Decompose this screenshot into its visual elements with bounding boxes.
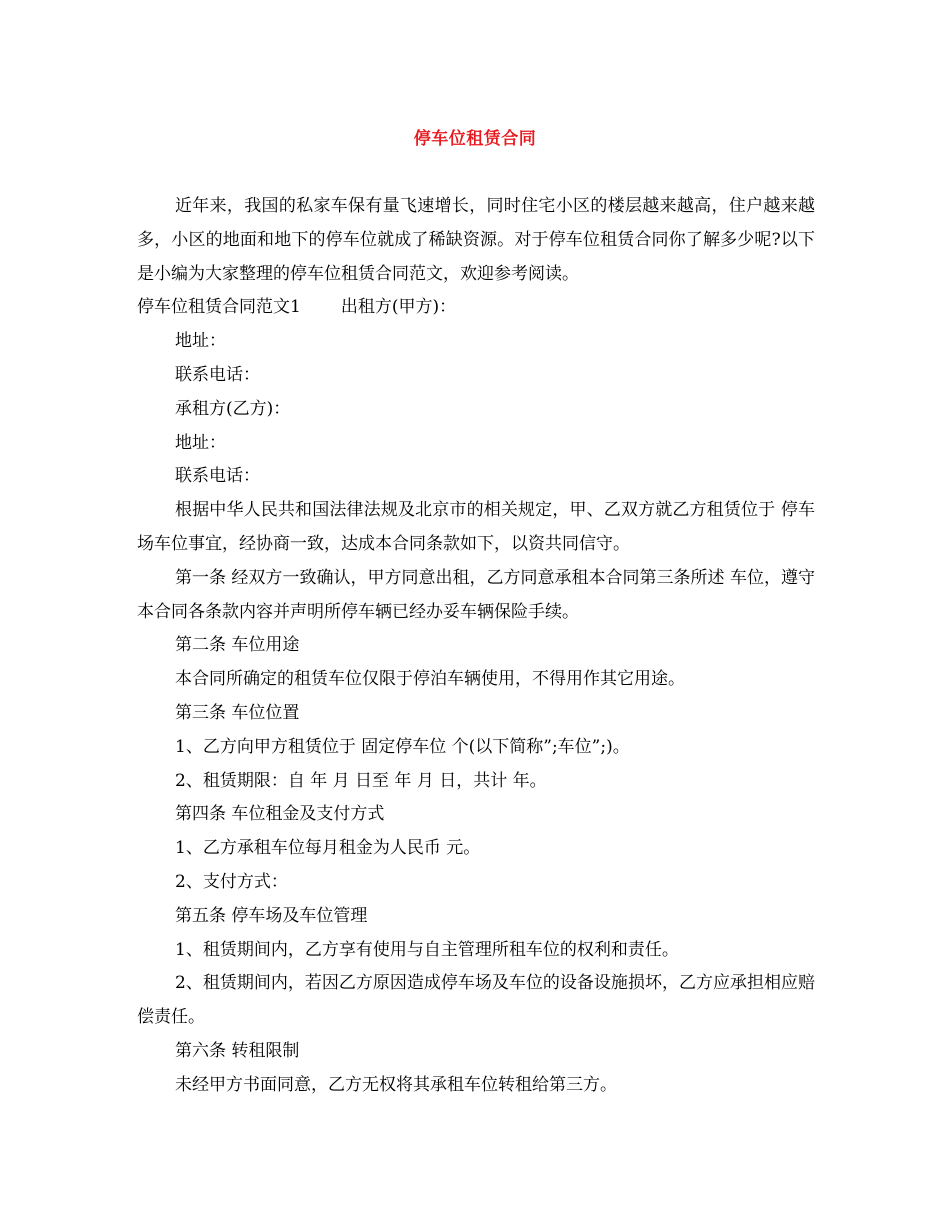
article-6-title: 第六条 转租限制: [175, 1040, 300, 1061]
basis-paragraph: 根据中华人民共和国法律法规及北京市的相关规定，甲、乙双方就乙方租赁位于 停车场车位事宜，经协商一致，达成本合同条款如下，以资共同信守。: [137, 500, 815, 554]
article-1: 第一条 经双方一致确认，甲方同意出租，乙方同意承租本合同第三条所述 车位，遵守本合同各条款内容并声明所停车辆已经办妥车辆保险手续。: [137, 567, 815, 622]
document-body: [137, 190, 815, 1103]
article-3-title: 第三条 车位位置: [175, 702, 300, 723]
article-4-title: 第四条 车位租金及支付方式: [175, 804, 385, 825]
intro-paragraph: 近年来，我国的私家车保有量飞速增长，同时住宅小区的楼层越来越高，住户越来越多，小区的地面和地下的停车位就成了稀缺资源。对于停车位租赁合同你了解多少呢?以下是小编为大家整理的停车位租赁合同范文，欢迎参考阅读。: [137, 196, 815, 284]
lessee-address: 地址：: [175, 432, 226, 453]
article-5-item-1: 1、租赁期间内，乙方享有使用与自主管理所租车位的权利和责任。: [175, 939, 679, 960]
lessee-phone: 联系电话：: [175, 466, 260, 487]
sample-label: 停车位租赁合同范文1: [137, 297, 301, 318]
document-title: 停车位租赁合同: [413, 129, 537, 149]
lessor-label: 出租方(甲方)：: [340, 297, 457, 318]
article-4-item-2: 2、支付方式：: [175, 871, 288, 892]
article-5-item-2: 2、租赁期间内，若因乙方原因造成停车场及车位的设备设施损坏，乙方应承担相应赔偿责任。: [137, 973, 815, 1028]
lessor-address: 地址：: [175, 331, 226, 352]
article-2-body: 本合同所确定的租赁车位仅限于停泊车辆使用，不得用作其它用途。: [175, 669, 685, 690]
sample-header-line: [137, 291, 815, 325]
article-3-item-2: 2、租赁期限：自 年 月 日至 年 月 日，共计 年。: [175, 770, 547, 791]
article-5-title: 第五条 停车场及车位管理: [175, 905, 368, 926]
article-2-title: 第二条 车位用途: [175, 635, 300, 656]
article-6-body: 未经甲方书面同意，乙方无权将其承租车位转租给第三方。: [175, 1074, 617, 1095]
lessor-phone: 联系电话：: [175, 364, 260, 385]
lessee-label: 承租方(乙方)：: [175, 398, 291, 419]
article-3-item-1: 1、乙方向甲方租赁位于 固定停车位 个(以下简称”;车位”;)。: [175, 736, 630, 757]
article-4-item-1: 1、乙方承租车位每月租金为人民币 元。: [175, 838, 481, 859]
